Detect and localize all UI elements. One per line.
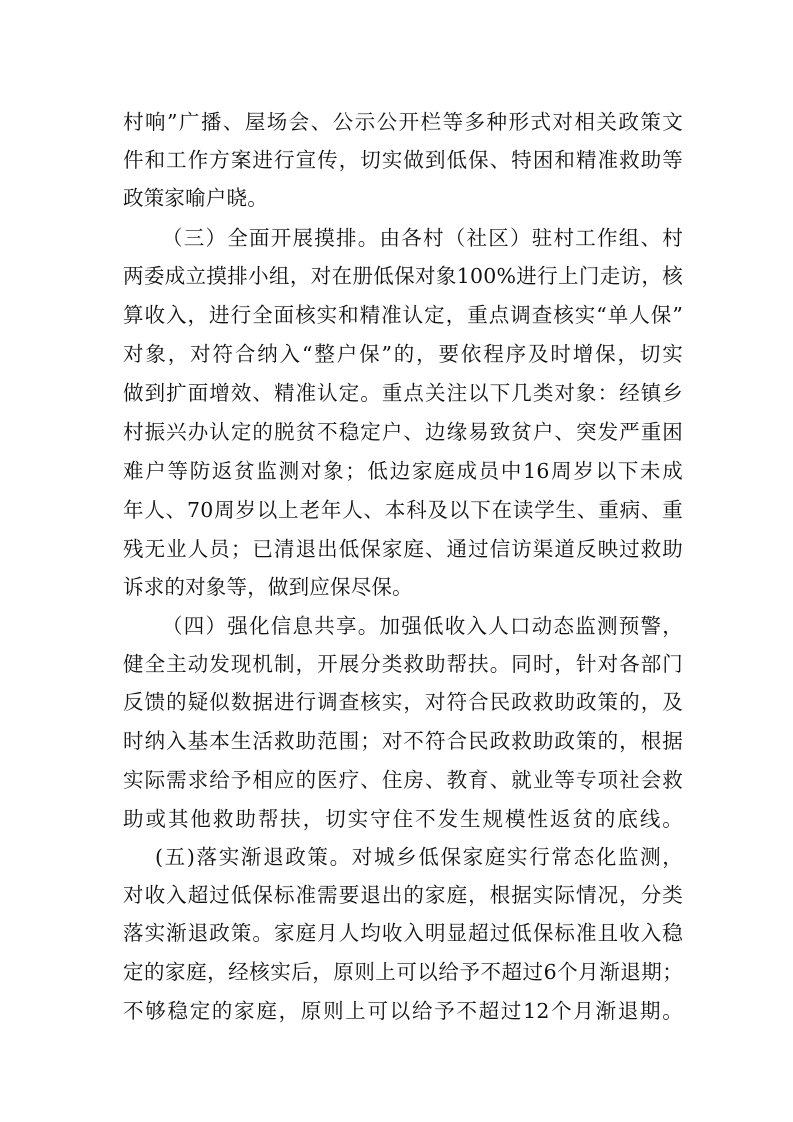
text-line: 助或其他救助帮扶，切实守住不发生规模性返贫的底线。 (123, 807, 683, 831)
text-line: 两委成立摸排小组，对在册低保对象100%进行上门走访，核 (123, 264, 683, 288)
text-line: 难户等防返贫监测对象；低边家庭成员中16周岁以下未成 (123, 459, 683, 483)
text-line: 对象，对符合纳入“整户保”的，要依程序及时增保，切实 (123, 342, 683, 366)
text-line: 时纳入基本生活救助范围；对不符合民政救助政策的，根据 (123, 729, 683, 753)
text-line: 健全主动发现机制，开展分类救助帮扶。同时，针对各部门 (123, 652, 683, 676)
text-line: 年人、70周岁以上老年人、本科及以下在读学生、重病、重 (123, 498, 683, 522)
text-line: 定的家庭，经核实后，原则上可以给予不超过6个月渐退期； (123, 960, 683, 984)
text-line: 残无业人员；已清退出低保家庭、通过信访渠道反映过救助 (123, 537, 683, 561)
text-line: 算收入，进行全面核实和精准认定，重点调查核实“单人保” (123, 303, 683, 327)
text-line: 件和工作方案进行宣传，切实做到低保、特困和精准救助等 (123, 148, 683, 172)
text-line: 反馈的疑似数据进行调查核实，对符合民政救助政策的，及 (123, 690, 683, 714)
text-line: 诉求的对象等，做到应保尽保。 (123, 575, 413, 599)
text-line: 实际需求给予相应的医疗、住房、教育、就业等专项社会救 (123, 768, 683, 792)
text-line: 村振兴办认定的脱贫不稳定户、边缘易致贫户、突发严重困 (123, 420, 683, 444)
text-line: 村响”广播、屋场会、公示公开栏等多种形式对相关政策文 (123, 110, 683, 134)
text-line: 做到扩面增效、精准认定。重点关注以下几类对象：经镇乡 (123, 381, 683, 405)
section-heading-line: (五)落实渐退政策。对城乡低保家庭实行常态化监测， (155, 845, 683, 869)
text-line: 落实渐退政策。家庭月人均收入明显超过低保标准且收入稳 (123, 921, 683, 945)
section-heading-line: （四）强化信息共享。加强低收入人口动态监测预警， (162, 614, 683, 638)
text-line: 不够稳定的家庭，原则上可以给予不超过12个月渐退期。 (123, 999, 683, 1023)
text-line: 对收入超过低保标准需要退出的家庭，根据实际情况，分类 (123, 883, 683, 907)
section-heading-line: （三）全面开展摸排。由各村（社区）驻村工作组、村 (162, 226, 683, 250)
text-line: 政策家喻户晓。 (123, 186, 268, 210)
